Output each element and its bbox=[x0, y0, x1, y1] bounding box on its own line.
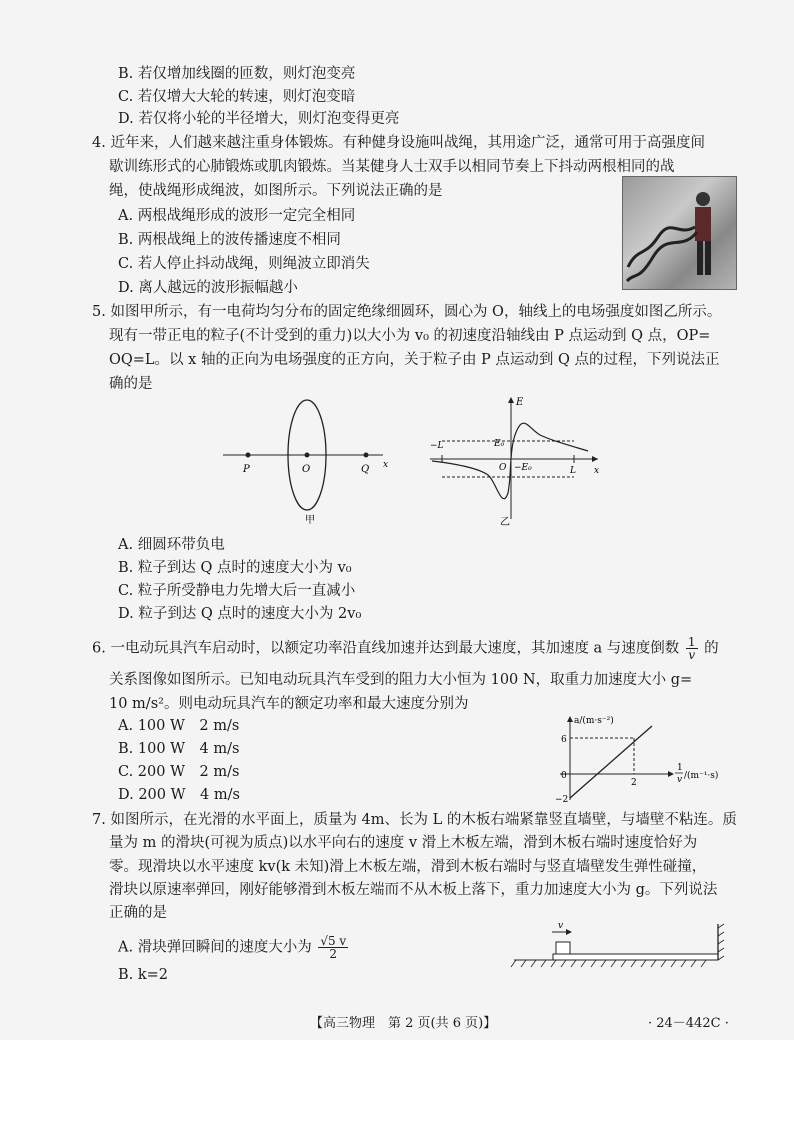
q4-option-a: A. 两根战绳形成的波形一定完全相同 bbox=[118, 208, 356, 224]
label-origin: O bbox=[499, 463, 507, 473]
q4-option-c: C. 若人停止抖动战绳，则绳波立即消失 bbox=[118, 256, 370, 272]
x-axis-label-numerator: 1 bbox=[677, 763, 683, 773]
q5-option-b: B. 粒子到达 Q 点时的速度大小为 v₀ bbox=[118, 560, 352, 576]
q4-option-b: B. 两根战绳上的波传播速度不相同 bbox=[118, 232, 341, 248]
q5-stem-line2: 现有一带正电的粒子(不计受到的重力)以大小为 v₀ 的初速度沿轴线由 P 点运动到 Q 点，OP= bbox=[109, 328, 711, 344]
q7-board-wall-figure bbox=[508, 920, 733, 972]
q3-option-b: B. 若仅增加线圈的匝数，则灯泡变亮 bbox=[118, 66, 356, 82]
label-x: x bbox=[383, 460, 389, 470]
label-neg-e0: −E₀ bbox=[514, 463, 532, 473]
label-l: L bbox=[570, 466, 576, 476]
q6-a-vs-inverse-v-graph bbox=[540, 712, 730, 804]
q5-option-d: D. 粒子到达 Q 点时的速度大小为 2v₀ bbox=[118, 606, 362, 622]
label-neg-l: −L bbox=[430, 441, 444, 451]
fraction-denominator: v bbox=[688, 648, 696, 662]
q6-option-b: B. 100 W 4 m/s bbox=[118, 741, 240, 757]
q6-option-c: C. 200 W 2 m/s bbox=[118, 764, 240, 780]
fraction-numerator: 1 bbox=[687, 635, 696, 649]
velocity-label-v: v bbox=[558, 921, 564, 931]
page-footer-code: · 24－442C · bbox=[648, 1016, 729, 1031]
q6-stem-line3: 10 m/s²。则电动玩具汽车的额定功率和最大速度分别为 bbox=[109, 696, 469, 712]
page-footer-center: 【高三物理 第 2 页(共 6 页)】 bbox=[310, 1016, 497, 1031]
tick-neg2: −2 bbox=[555, 795, 569, 804]
fraction-sqrt5v-over-2 bbox=[318, 935, 348, 960]
q6-stem-text: 6. 一电动玩具汽车启动时，以额定功率沿直线加速并达到最大速度，其加速度 a 与速度倒数 bbox=[92, 640, 680, 657]
label-e0: E₀ bbox=[494, 439, 505, 449]
q4-stem-line1: 4. 近年来，人们越来越注重身体锻炼。有种健身设施叫战绳，其用途广泛，通常可用于高强度间 bbox=[92, 135, 705, 151]
q6-stem-line1 bbox=[92, 636, 719, 661]
q5-option-a: A. 细圆环带负电 bbox=[118, 537, 225, 553]
battle-rope-photo bbox=[622, 176, 737, 290]
label-e: E bbox=[516, 397, 524, 408]
q7-option-a bbox=[118, 935, 350, 960]
q6-stem-tail: 的 bbox=[704, 640, 719, 657]
q6-stem-line2: 关系图像如图所示。已知电动玩具汽车受到的阻力大小恒为 100 N，取重力加速度大小 g= bbox=[109, 672, 693, 688]
figure-caption-jia: 甲 bbox=[305, 515, 315, 526]
tick-0: 0 bbox=[561, 771, 567, 781]
y-axis-label: a/(m·s⁻²) bbox=[574, 716, 614, 726]
q5-stem-line3: OQ=L。以 x 轴的正向为电场强度的正方向，关于粒子由 P 点运动到 Q 点的过程，下列说法正 bbox=[109, 352, 720, 368]
fraction-denominator: 2 bbox=[329, 947, 338, 961]
fraction-one-over-v bbox=[686, 636, 698, 661]
q6-option-d: D. 200 W 4 m/s bbox=[118, 787, 240, 803]
q5-stem-line1: 5. 如图甲所示，有一电荷均匀分布的固定绝缘细圆环，圆心为 O，轴线上的电场强度如图乙所示。 bbox=[92, 304, 722, 320]
x-axis-label-denominator: v bbox=[677, 775, 683, 785]
q6-option-a: A. 100 W 2 m/s bbox=[118, 718, 240, 734]
q4-option-d: D. 离人越远的波形振幅越小 bbox=[118, 280, 298, 296]
q5-stem-line4: 确的是 bbox=[109, 376, 153, 392]
q7-option-b: B. k=2 bbox=[118, 967, 169, 983]
q5-figure-jia bbox=[215, 395, 395, 530]
q7-stem-line3: 零。现滑块以水平速度 kv(k 未知)滑上木板左端，滑到木板右端时与竖直墙壁发生弹性碰撞， bbox=[109, 859, 707, 875]
q7-stem-line2: 量为 m 的滑块(可视为质点)以水平向右的速度 v 滑上木板左端，滑到木板右端时速度恰好为 bbox=[109, 835, 698, 851]
q3-option-d: D. 若仅将小轮的半径增大，则灯泡变得更亮 bbox=[118, 111, 400, 127]
q3-option-c: C. 若仅增大大轮的转速，则灯泡变暗 bbox=[118, 89, 356, 105]
x-axis-label-unit: /(m⁻¹·s) bbox=[684, 771, 719, 781]
figure-caption-yi: 乙 bbox=[500, 517, 510, 528]
q4-stem-line2: 歇训练形式的心肺锻炼或肌肉锻炼。当某健身人士双手以相同节奏上下抖动两根相同的战 bbox=[109, 159, 675, 175]
q7-stem-line5: 正确的是 bbox=[109, 905, 167, 921]
q5-option-c: C. 粒子所受静电力先增大后一直减小 bbox=[118, 583, 356, 599]
q7-stem-line1: 7. 如图所示，在光滑的水平面上，质量为 4m、长为 L 的木板右端紧靠竖直墙壁，与墙壁不粘连。质 bbox=[92, 812, 737, 828]
q7-option-a-text: A. 滑块弹回瞬间的速度大小为 bbox=[118, 939, 312, 956]
fraction-numerator: √5 v bbox=[320, 934, 347, 948]
label-q: Q bbox=[361, 464, 370, 475]
q7-stem-line4: 滑块以原速率弹回，刚好能够滑到木板左端而不从木板上落下，重力加速度大小为 g。下列说法 bbox=[109, 882, 718, 898]
label-p: P bbox=[243, 464, 250, 475]
label-o: O bbox=[302, 464, 311, 475]
q5-figure-yi bbox=[428, 393, 608, 533]
label-x-axis: x bbox=[594, 466, 600, 476]
tick-6: 6 bbox=[561, 735, 567, 745]
q4-stem-line3: 绳，使战绳形成绳波，如图所示。下列说法正确的是 bbox=[109, 183, 443, 199]
tick-2: 2 bbox=[631, 778, 637, 788]
